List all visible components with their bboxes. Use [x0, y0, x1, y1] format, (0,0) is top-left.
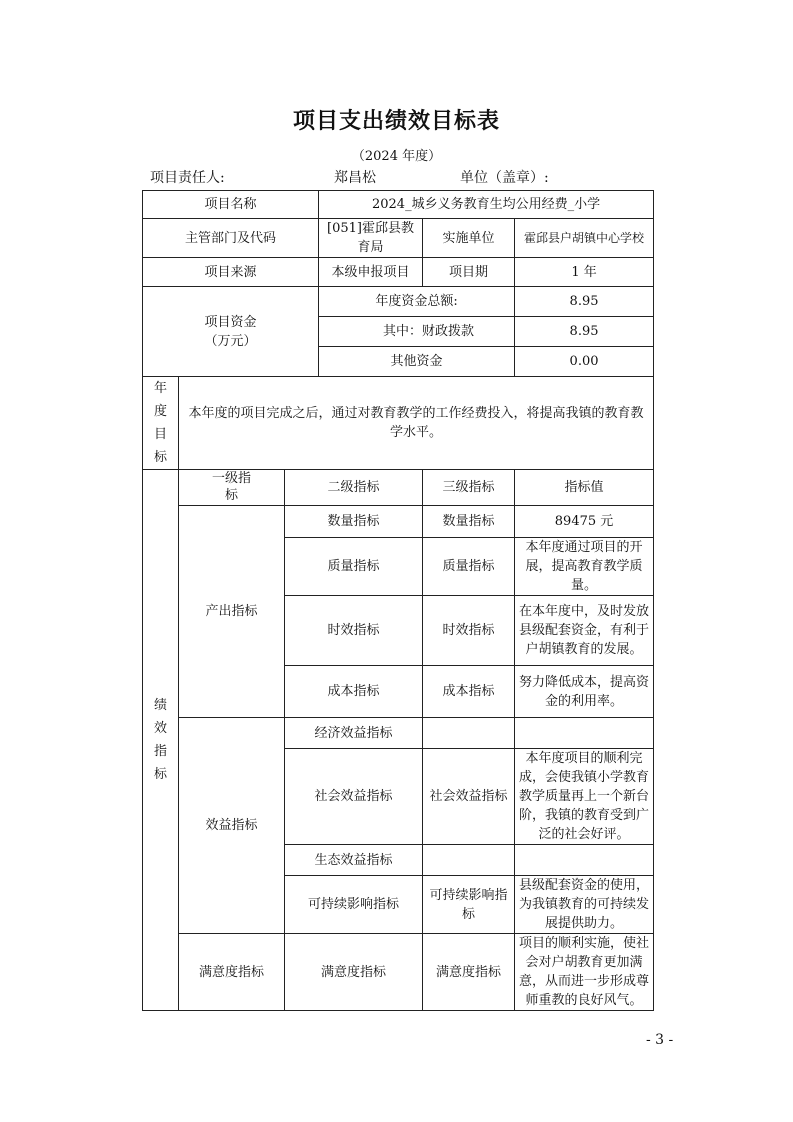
dept-value: [051]霍邱县教育局: [319, 219, 423, 258]
funds-label: 项目资金: [204, 314, 257, 330]
page-number: - 3 -: [646, 1032, 674, 1048]
benefit-l3-social: 社会效益指标: [423, 749, 515, 845]
project-name-label: 项目名称: [143, 191, 319, 219]
performance-table: [142, 190, 654, 1011]
dept-label: 主管部门及代码: [143, 219, 319, 258]
table-row: [143, 718, 654, 749]
project-name-value: 2024_城乡义务教育生均公用经费_小学: [319, 191, 654, 219]
col-level1-text: 一级指标: [211, 471, 251, 503]
output-value-cost: 努力降低成本，提高资金的利用率。: [515, 666, 654, 718]
source-label: 项目来源: [143, 258, 319, 287]
output-l2-timeliness: 时效指标: [285, 596, 423, 666]
funds-other-value: 0.00: [515, 347, 654, 377]
year-label: （2024 年度）: [351, 149, 442, 164]
funds-other-label: 其他资金: [319, 347, 515, 377]
col-level2: 二级指标: [285, 470, 423, 506]
benefit-value-social: 本年度项目的顺利完成，会使我镇小学教育教学质量再上一个新台阶，我镇的教育受到广泛的社会好评。: [515, 749, 654, 845]
annual-goal-label: 年度目标: [153, 381, 167, 465]
impl-unit-label: 实施单位: [423, 219, 515, 258]
impl-unit-value: 霍邱县户胡镇中心学校: [515, 219, 654, 258]
satisfaction-l3: 满意度指标: [423, 934, 515, 1011]
output-l2-cost: 成本指标: [285, 666, 423, 718]
page-title: 项目支出绩效目标表: [292, 109, 500, 134]
col-level1: [179, 470, 285, 506]
funds-label-cell: [143, 287, 319, 377]
output-l2-quantity: 数量指标: [285, 506, 423, 538]
funds-total-value: 8.95: [515, 287, 654, 317]
row-annual-goal: [143, 377, 654, 470]
period-value: 1 年: [515, 258, 654, 287]
output-l3-timeliness: 时效指标: [423, 596, 515, 666]
satisfaction-value: 项目的顺利实施，使社会对户胡教育更加满意，从而进一步形成尊师重教的良好风气。: [515, 934, 654, 1011]
responsible-name: 郑昌松: [334, 170, 376, 186]
output-value-quality: 本年度通过项目的开展，提高教育教学质量。: [515, 538, 654, 596]
responsible-label: 项目责任人:: [150, 170, 225, 186]
output-l3-cost: 成本指标: [423, 666, 515, 718]
benefit-l2-ecological: 生态效益指标: [285, 845, 423, 876]
output-value-timeliness: 在本年度中，及时发放县级配套资金，有利于户胡镇教育的发展。: [515, 596, 654, 666]
source-value: 本级申报项目: [319, 258, 423, 287]
row-source: [143, 258, 654, 287]
benefit-label: 效益指标: [179, 718, 285, 934]
annual-goal-text: 本年度的项目完成之后，通过对教育教学的工作经费投入，将提高我镇的教育教学水平。: [179, 377, 654, 470]
benefit-value-sustainable: 县级配套资金的使用，为我镇教育的可持续发展提供助力。: [515, 876, 654, 934]
benefit-l2-social: 社会效益指标: [285, 749, 423, 845]
benefit-l2-economic: 经济效益指标: [285, 718, 423, 749]
row-project-name: [143, 191, 654, 219]
satisfaction-label: 满意度指标: [179, 934, 285, 1011]
benefit-l3-ecological: [423, 845, 515, 876]
period-label: 项目期: [423, 258, 515, 287]
output-l3-quantity: 数量指标: [423, 506, 515, 538]
benefit-l3-sustainable: 可持续影响指标: [423, 876, 515, 934]
col-value: 指标值: [515, 470, 654, 506]
satisfaction-l2: 满意度指标: [285, 934, 423, 1011]
benefit-l3-economic: [423, 718, 515, 749]
table-row: [143, 506, 654, 538]
funds-fiscal-label: 其中：财政拨款: [319, 317, 515, 347]
table-row: [143, 934, 654, 1011]
indicators-label: 绩效指标: [153, 698, 167, 782]
output-label: 产出指标: [179, 506, 285, 718]
indicators-label-cell: [143, 470, 179, 1011]
funds-total-label: 年度资金总额:: [319, 287, 515, 317]
unit-label: 单位（盖章）:: [460, 170, 549, 186]
funds-fiscal-value: 8.95: [515, 317, 654, 347]
row-indicator-header: [143, 470, 654, 506]
benefit-value-economic: [515, 718, 654, 749]
funds-unit: （万元）: [204, 333, 257, 349]
row-funds-total: [143, 287, 654, 317]
output-value-quantity: 89475 元: [515, 506, 654, 538]
annual-goal-label-cell: [143, 377, 179, 470]
benefit-value-ecological: [515, 845, 654, 876]
output-l2-quality: 质量指标: [285, 538, 423, 596]
output-l3-quality: 质量指标: [423, 538, 515, 596]
row-dept: [143, 219, 654, 258]
benefit-l2-sustainable: 可持续影响指标: [285, 876, 423, 934]
col-level3: 三级指标: [423, 470, 515, 506]
